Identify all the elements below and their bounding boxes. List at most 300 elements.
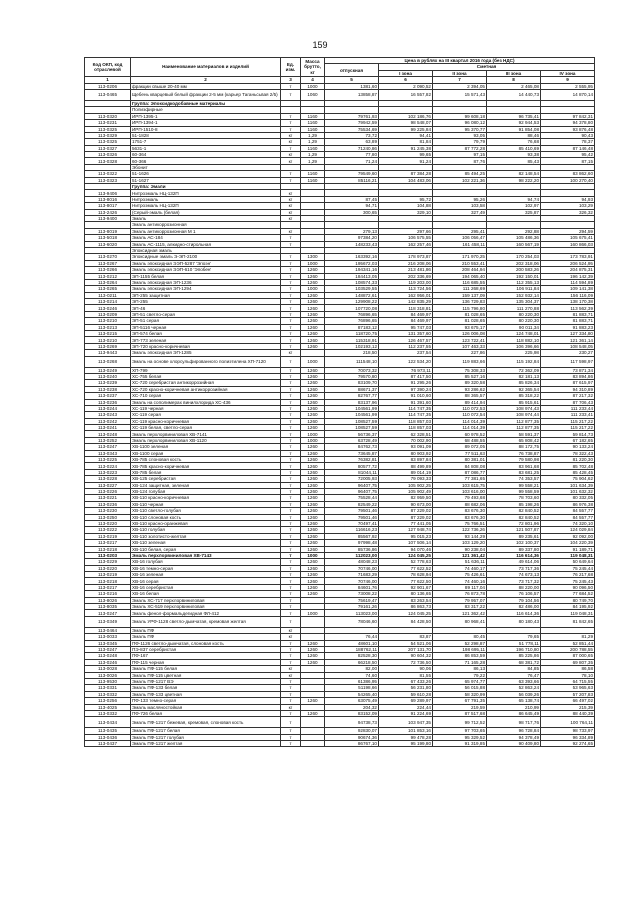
cell-code: 113-0322 xyxy=(85,171,131,177)
cell-zone-4: 88 440,39 xyxy=(541,710,595,716)
cell-unit: кг xyxy=(281,704,301,710)
cell-zone-3: 76,47 xyxy=(487,672,541,678)
cell-code: 113-0343 xyxy=(85,450,131,456)
cell-name: Нитроэмаль xyxy=(131,196,281,202)
cell-zone-2: 295,41 xyxy=(433,228,487,234)
cell-mass: 1260 xyxy=(301,273,325,279)
cell-zone-3: 79,65 xyxy=(487,634,541,640)
cell-mass: 1260 xyxy=(301,450,325,456)
cell-zone-2: 198 695,11 xyxy=(433,646,487,652)
cell-name: Эмаль ПФ-1217 ВЭ xyxy=(131,678,281,684)
cell-name: ЭП-51 светло-серая xyxy=(131,311,281,317)
cell-release-price: 96407,75 xyxy=(325,482,379,488)
cell-zone-2: 110 072,53 xyxy=(433,405,487,411)
cell-zone-2: 85 494,25 xyxy=(433,171,487,177)
cell-zone-4: 204 875,31 xyxy=(541,267,595,273)
cell-release-price: 279,13 xyxy=(325,228,379,234)
cell-zone-3: 76,68 xyxy=(487,139,541,145)
cell-mass: 1260 xyxy=(301,540,325,546)
cell-unit: кг xyxy=(281,196,301,202)
cell-name: фракции свыше 20-40 мм xyxy=(131,83,281,89)
cell-zone-1: 91 295,26 xyxy=(379,380,433,386)
cell-release-price: 70746,00 xyxy=(325,565,379,571)
cell-release-price: 77,80 xyxy=(325,152,379,158)
cell-unit: т xyxy=(281,241,301,247)
cell-zone-1: 77 622,52 xyxy=(379,565,433,571)
cell-mass: 1160 xyxy=(301,113,325,119)
cell-zone-3: 108 974,44 xyxy=(487,412,541,418)
cell-zone-3: 79 580,98 xyxy=(487,457,541,463)
cell-mass: 1260 xyxy=(301,508,325,514)
cell-zone-3: 92 944,53 xyxy=(487,120,541,126)
cell-code: 113-0217 xyxy=(85,584,131,590)
cell-zone-1: 105 902,49 xyxy=(379,489,433,495)
cell-release-price: 71240,86 xyxy=(325,145,379,151)
cell-zone-3: 65 808,42 xyxy=(487,437,541,443)
cell-zone-2: 56 015,88 xyxy=(433,685,487,691)
cell-unit: т xyxy=(281,685,301,691)
cell-code: 113-0236 xyxy=(85,501,131,507)
cell-zone-3: 85 318,22 xyxy=(487,393,541,399)
cell-zone-2: 114 014,39 xyxy=(433,418,487,424)
cell-mass: 1000 xyxy=(301,83,325,89)
cell-release-price: 96407,75 xyxy=(325,489,379,495)
cell-zone-3: 82 840,52 xyxy=(487,514,541,520)
cell-name: Эмаль перхлорвиниловая ХВ-7141 xyxy=(131,431,281,437)
cell-zone-2: 95 329,52 xyxy=(433,734,487,740)
cell-zone-3: 83 681,25 xyxy=(487,469,541,475)
cell-release-price: 92830,07 xyxy=(325,728,379,734)
cell-unit: т xyxy=(281,482,301,488)
cell-name: ХВ-110 светло-голубая xyxy=(131,508,281,514)
table-row xyxy=(85,616,595,627)
cell-unit: т xyxy=(281,520,301,526)
cell-zone-2: 52 298,87 xyxy=(433,640,487,646)
header-mass: Масса брутто, кг xyxy=(301,58,325,77)
cell-mass: 1260 xyxy=(301,584,325,590)
cell-unit: т xyxy=(281,126,301,132)
cell-name: Эмаль эпоксидная ЭЭП-5287 'Эпоэн' xyxy=(131,260,281,266)
cell-name: ХВ-110 белая, серая xyxy=(131,546,281,552)
cell-zone-2: 75 426,61 xyxy=(433,572,487,578)
cell-code: 113-0270 xyxy=(85,254,131,260)
cell-release-price: 300,65 xyxy=(325,209,379,215)
cell-zone-3: 196 710,80 xyxy=(487,646,541,652)
cell-zone-4: 81 883,71 xyxy=(541,311,595,317)
cell-code: 113-8026 xyxy=(85,597,131,603)
cell-name: Эмаль антикоррозионная xyxy=(131,222,281,228)
cell-name: Эмаль перхлорвиниловая ХВ-7143 xyxy=(131,552,281,558)
cell-mass: 1260 xyxy=(301,463,325,469)
cell-name: ЭП-773 зеленая xyxy=(131,337,281,343)
table-row xyxy=(85,89,595,100)
cell-zone-2: 161 458,11 xyxy=(433,241,487,247)
cell-code: 113-0212 xyxy=(85,273,131,279)
cell-zone-4: 119 048,31 xyxy=(541,552,595,558)
cell-release-price: 83109,70 xyxy=(325,380,379,386)
cell-zone-4: 78,10 xyxy=(541,672,595,678)
cell-zone-1: 105 902,25 xyxy=(379,482,433,488)
cell-name: ХВ-110 зеленая xyxy=(131,540,281,546)
cell-unit: т xyxy=(281,559,301,565)
cell-zone-2: 122 736,26 xyxy=(433,527,487,533)
cell-zone-3: 65 138,74 xyxy=(487,698,541,704)
cell-name: ХВ-110 золотисто-желтая xyxy=(131,533,281,539)
cell-mass: 1260 xyxy=(301,457,325,463)
cell-zone-4: 90 096,50 xyxy=(541,584,595,590)
cell-name: ХВ-125 серебристая xyxy=(131,476,281,482)
cell-code: 113-0210 xyxy=(85,318,131,324)
cell-name: ЭП-720 красно-коричневая xyxy=(131,343,281,349)
cell-zone-1: 54 521,06 xyxy=(379,640,433,646)
cell-code: 113-0244 xyxy=(85,405,131,411)
cell-zone-1: 102 186,76 xyxy=(379,113,433,119)
cell-mass: 1260 xyxy=(301,520,325,526)
cell-release-price: 78046,60 xyxy=(325,616,379,627)
cell-zone-2: 2 394,05 xyxy=(433,83,487,89)
cell-release-price: 76,44 xyxy=(325,634,379,640)
cell-unit: т xyxy=(281,457,301,463)
cell-release-price: 104561,99 xyxy=(325,412,379,418)
cell-zone-1: 122 534,20 xyxy=(379,356,433,367)
cell-zone-2: 89 072,05 xyxy=(433,444,487,450)
cell-name: Эмаль АС-1115, алкидно-стирольная xyxy=(131,241,281,247)
cell-code: 113-0209 xyxy=(85,311,131,317)
cell-code: 113-0264 xyxy=(85,279,131,285)
cell-zone-3: 89 235,61 xyxy=(487,533,541,539)
cell-release-price: 70746,00 xyxy=(325,578,379,584)
cell-unit: т xyxy=(281,267,301,273)
cell-zone-2: 119 883,66 xyxy=(433,356,487,367)
cell-zone-2: 74 460,17 xyxy=(433,565,487,571)
cell-zone-4: 115 217,22 xyxy=(541,425,595,431)
cell-mass: 1260 xyxy=(301,311,325,317)
cell-mass: 1000 xyxy=(301,437,325,443)
cell-release-price: 102193,12 xyxy=(325,343,379,349)
cell-name: Нитроэмаль НЦ-132П xyxy=(131,190,281,196)
cell-zone-3: 86 645,49 xyxy=(487,710,541,716)
cell-zone-2: 81 028,65 xyxy=(433,311,487,317)
cell-name: Эмаль эпоксидная ЭП-1285 xyxy=(131,350,281,356)
cell-code: 113-0026 xyxy=(85,672,131,678)
cell-zone-3: 135 304,37 xyxy=(487,299,541,305)
cell-name: Эмаль эпоксидная ЭЭП-610 'Эпобен' xyxy=(131,267,281,273)
header-zone-3: III зона xyxy=(487,70,541,76)
cell-zone-3: 118 882,10 xyxy=(487,337,541,343)
column-index: 9 xyxy=(541,77,595,83)
cell-zone-2: 88 365,57 xyxy=(433,393,487,399)
cell-zone-1: 99 478,28 xyxy=(379,734,433,740)
cell-name: Эмаль эпоксидная ЭП-1294 xyxy=(131,286,281,292)
cell-name: ХВ-110 голубая xyxy=(131,527,281,533)
cell-zone-3: 106 911,84 xyxy=(487,286,541,292)
cell-code: 113-0218 xyxy=(85,546,131,552)
cell-release-price: 148872,61 xyxy=(325,292,379,298)
cell-code: 113-0256 xyxy=(85,698,131,704)
cell-zone-3: 112 877,35 xyxy=(487,418,541,424)
cell-release-price: 71683,29 xyxy=(325,572,379,578)
cell-zone-1: 81,84 xyxy=(379,139,433,145)
cell-mass: 1260 xyxy=(301,710,325,716)
cell-code: 113-4025 xyxy=(85,704,131,710)
cell-mass: 1260 xyxy=(301,337,325,343)
cell-release-price: 194341,16 xyxy=(325,267,379,273)
cell-mass: 1260 xyxy=(301,640,325,646)
cell-zone-4: 85 428,45 xyxy=(541,469,595,475)
cell-unit: т xyxy=(281,286,301,292)
cell-zone-1: 84 469,97 xyxy=(379,318,433,324)
cell-code: 113-0436 xyxy=(85,734,131,740)
cell-zone-4: 138 170,38 xyxy=(541,299,595,305)
cell-zone-1: 162 956,01 xyxy=(379,292,433,298)
cell-code: 113-0268 xyxy=(85,356,131,367)
cell-mass: 1260 xyxy=(301,324,325,330)
cell-zone-4: 86 976,38 xyxy=(541,501,595,507)
cell-unit: т xyxy=(281,318,301,324)
cell-unit: т xyxy=(281,646,301,652)
cell-release-price: 13858,87 xyxy=(325,89,379,100)
cell-release-price: 129908,22 xyxy=(325,299,379,305)
cell-code: 113-0214 xyxy=(85,299,131,305)
cell-zone-1: 202 336,69 xyxy=(379,273,433,279)
cell-zone-1: 101 853,16 xyxy=(379,728,433,734)
cell-zone-2: 86,13 xyxy=(433,666,487,672)
cell-name: Эмаль УРФ-1128 светло-дымчатая, кремовая желтая xyxy=(131,616,281,627)
cell-zone-1: 91 224,69 xyxy=(379,710,433,716)
cell-zone-3: 63 393,66 xyxy=(487,678,541,684)
cell-zone-3: 210,99 xyxy=(487,704,541,710)
cell-mass: 1260 xyxy=(301,546,325,552)
cell-zone-2: 81 028,65 xyxy=(433,318,487,324)
cell-zone-1: 207 131,70 xyxy=(379,646,433,652)
cell-zone-3: 80 180,43 xyxy=(487,616,541,627)
cell-zone-1: 84 428,50 xyxy=(379,616,433,627)
cell-unit: кг xyxy=(281,139,301,145)
cell-code: 113-0225 xyxy=(85,457,131,463)
cell-mass: 1260 xyxy=(301,367,325,373)
cell-name: Эмаль ХС-519 перхлорвиниловая xyxy=(131,604,281,610)
cell-zone-4: 92 092,00 xyxy=(541,533,595,539)
cell-mass: 1260 xyxy=(301,299,325,305)
cell-zone-4: 127 334,80 xyxy=(541,331,595,337)
cell-name: ИРП-1394-1 xyxy=(131,120,281,126)
cell-release-price: 79570,80 xyxy=(325,373,379,379)
cell-mass: 1160 xyxy=(301,145,325,151)
cell-unit: т xyxy=(281,343,301,349)
cell-unit: т xyxy=(281,698,301,704)
cell-name: ЭП-574 белая xyxy=(131,331,281,337)
cell-zone-3: 84,85 xyxy=(487,666,541,672)
cell-zone-4: 111 233,41 xyxy=(541,412,595,418)
cell-mass: 1260 xyxy=(301,444,325,450)
cell-release-price: 76896,65 xyxy=(325,311,379,317)
cell-unit: т xyxy=(281,171,301,177)
cell-release-price: 74,60 xyxy=(325,672,379,678)
cell-unit: кг xyxy=(281,132,301,138)
cell-release-price: 75619,47 xyxy=(325,597,379,603)
cell-code: 113-0248 xyxy=(85,431,131,437)
cell-release-price: 83137,96 xyxy=(325,399,379,405)
cell-zone-1: 59 610,28 xyxy=(379,691,433,697)
cell-name: ЭП-51 серая xyxy=(131,318,281,324)
cell-code: 113-9400 xyxy=(85,215,131,221)
cell-unit: т xyxy=(281,565,301,571)
cell-zone-2: 87 772,28 xyxy=(433,145,487,151)
cell-mass: 1260 xyxy=(301,514,325,520)
cell-release-price: 70073,32 xyxy=(325,367,379,373)
cell-release-price: 72005,93 xyxy=(325,476,379,482)
cell-zone-2: 83 676,30 xyxy=(433,508,487,514)
cell-name: ХС-119 черная xyxy=(131,405,281,411)
cell-unit: т xyxy=(281,356,301,367)
cell-unit: т xyxy=(281,640,301,646)
cell-zone-2: 123 722,41 xyxy=(433,337,487,343)
cell-zone-2: 97,15 xyxy=(433,152,487,158)
cell-name: ЭП-1155 белая xyxy=(131,273,281,279)
cell-unit: т xyxy=(281,691,301,697)
cell-unit: кг xyxy=(281,190,301,196)
cell-unit: т xyxy=(281,597,301,603)
cell-name: ХВ-124 голубая xyxy=(131,489,281,495)
column-index: 7 xyxy=(433,77,487,83)
cell-release-price: 116616,23 xyxy=(325,527,379,533)
cell-release-price: 54265,40 xyxy=(325,691,379,697)
cell-zone-3: 90 409,80 xyxy=(487,741,541,747)
cell-zone-1: 98 548,07 xyxy=(379,120,433,126)
cell-mass: 1,29 xyxy=(301,139,325,145)
cell-mass: 1260 xyxy=(301,279,325,285)
cell-zone-3: 160 567,19 xyxy=(487,241,541,247)
cell-zone-1: 114 747,35 xyxy=(379,412,433,418)
cell-zone-2: 89 320,58 xyxy=(433,380,487,386)
table-row xyxy=(85,717,595,728)
cell-code: 113-0028 xyxy=(85,666,131,672)
cell-zone-1: 93 091,09 xyxy=(379,444,433,450)
cell-zone-1: 127 948,74 xyxy=(379,527,433,533)
cell-code: 113-0227 xyxy=(85,482,131,488)
cell-zone-4: 74 320,10 xyxy=(541,520,595,526)
cell-name: ХВ-1100 зеленая xyxy=(131,444,281,450)
cell-code: 113-0220 xyxy=(85,520,131,526)
cell-zone-3: 91 854,08 xyxy=(487,126,541,132)
cell-code: 113-0325 xyxy=(85,126,131,132)
cell-zone-3: 192 150,01 xyxy=(487,273,541,279)
cell-code: 113-0320 xyxy=(85,113,131,119)
cell-name: 51-1626 xyxy=(131,171,281,177)
cell-mass: 1000 xyxy=(301,286,325,292)
cell-zone-1: 67 433,26 xyxy=(379,678,433,684)
cell-zone-2: 210 553,41 xyxy=(433,260,487,266)
cell-zone-4: 326,32 xyxy=(541,209,595,215)
cell-zone-4: 113 562,39 xyxy=(541,305,595,311)
cell-mass: 1260 xyxy=(301,267,325,273)
cell-zone-3: 76 738,87 xyxy=(487,450,541,456)
cell-release-price: 94,71 xyxy=(325,203,379,209)
cell-code: 113-0211 xyxy=(85,292,131,298)
cell-unit: т xyxy=(281,89,301,100)
cell-zone-2: 114 014,39 xyxy=(433,425,487,431)
cell-zone-4: 81,29 xyxy=(541,634,595,640)
cell-zone-2: 80,45 xyxy=(433,634,487,640)
cell-zone-4: 103,29 xyxy=(541,203,595,209)
cell-unit: т xyxy=(281,273,301,279)
cell-zone-3: 93,38 xyxy=(487,152,541,158)
cell-mass: 1260 xyxy=(301,482,325,488)
cell-name: ЭП-255 xyxy=(131,299,281,305)
cell-zone-1: 16 557,82 xyxy=(379,89,433,100)
cell-zone-1: 99,65 xyxy=(379,152,433,158)
cell-zone-4: 104 220,39 xyxy=(541,540,595,546)
cell-zone-2: 102 221,36 xyxy=(433,177,487,183)
cell-code: 113-0332 xyxy=(85,710,131,716)
cell-zone-3: 72 362,09 xyxy=(487,367,541,373)
cell-zone-4: 87 000,65 xyxy=(541,653,595,659)
cell-zone-3: 88 172,75 xyxy=(487,444,541,450)
cell-name: ХВ-16 зеленая xyxy=(131,572,281,578)
cell-unit: т xyxy=(281,604,301,610)
cell-zone-4: 173 783,91 xyxy=(541,254,595,260)
cell-name: Полиэфирные xyxy=(131,107,281,113)
column-index: 6 xyxy=(379,77,433,83)
cell-zone-1: 90,06 xyxy=(379,666,433,672)
cell-name: ИРП-1510-8 xyxy=(131,126,281,132)
cell-release-price: 163392,16 xyxy=(325,254,379,260)
cell-code: 113-0222 xyxy=(85,527,131,533)
cell-unit: кг xyxy=(281,666,301,672)
cell-code: 113-0231 xyxy=(85,120,131,126)
cell-zone-4: 81 883,71 xyxy=(541,318,595,324)
cell-zone-3: 73 717,32 xyxy=(487,578,541,584)
column-index: 3 xyxy=(281,77,301,83)
cell-unit: т xyxy=(281,393,301,399)
cell-release-price: 184413,05 xyxy=(325,273,379,279)
cell-code: 113-0221 xyxy=(85,495,131,501)
cell-zone-2: 87,76 xyxy=(433,158,487,164)
cell-unit: т xyxy=(281,476,301,482)
cell-zone-4: 90 133,24 xyxy=(541,444,595,450)
cell-name: ХВ-16 темно-серая xyxy=(131,565,281,571)
cell-zone-1: 70 002,90 xyxy=(379,437,433,443)
cell-zone-3: 116 614,36 xyxy=(487,610,541,616)
cell-zone-2: 93,05 xyxy=(433,132,487,138)
cell-name: Эмаль ПФ-115 цветная xyxy=(131,672,281,678)
cell-code: 113-0349 xyxy=(85,616,131,627)
cell-zone-4: 84 195,92 xyxy=(541,604,595,610)
table-row xyxy=(85,741,595,747)
cell-release-price: 73645,87 xyxy=(325,450,379,456)
cell-name: Эпоксидные эмаль Э-ЭП-2100 xyxy=(131,254,281,260)
cell-release-price: 97384,20 xyxy=(325,235,379,241)
cell-zone-4: 87 146,48 xyxy=(541,145,595,151)
cell-zone-1: 69 289,97 xyxy=(379,698,433,704)
cell-release-price: 48601,10 xyxy=(325,640,379,646)
cell-zone-1: 92 901,67 xyxy=(379,584,433,590)
cell-code: 113-0242 xyxy=(85,418,131,424)
cell-zone-2: 79,79 xyxy=(433,139,487,145)
cell-zone-1: 87 229,02 xyxy=(379,514,433,520)
cell-zone-2: 79 957,07 xyxy=(433,597,487,603)
cell-zone-2: 79,22 xyxy=(433,672,487,678)
cell-zone-2: 208 464,94 xyxy=(433,267,487,273)
cell-code: 113-0246 xyxy=(85,305,131,311)
cell-zone-3: 85,43 xyxy=(487,158,541,164)
cell-release-price: 79761,93 xyxy=(325,113,379,119)
cell-zone-4: 73 871,34 xyxy=(541,367,595,373)
cell-zone-1: 94,41 xyxy=(379,132,433,138)
cell-mass: 1260 xyxy=(301,578,325,584)
cell-code: 113-0229 xyxy=(85,559,131,565)
cell-zone-4: 84 557,77 xyxy=(541,508,595,514)
